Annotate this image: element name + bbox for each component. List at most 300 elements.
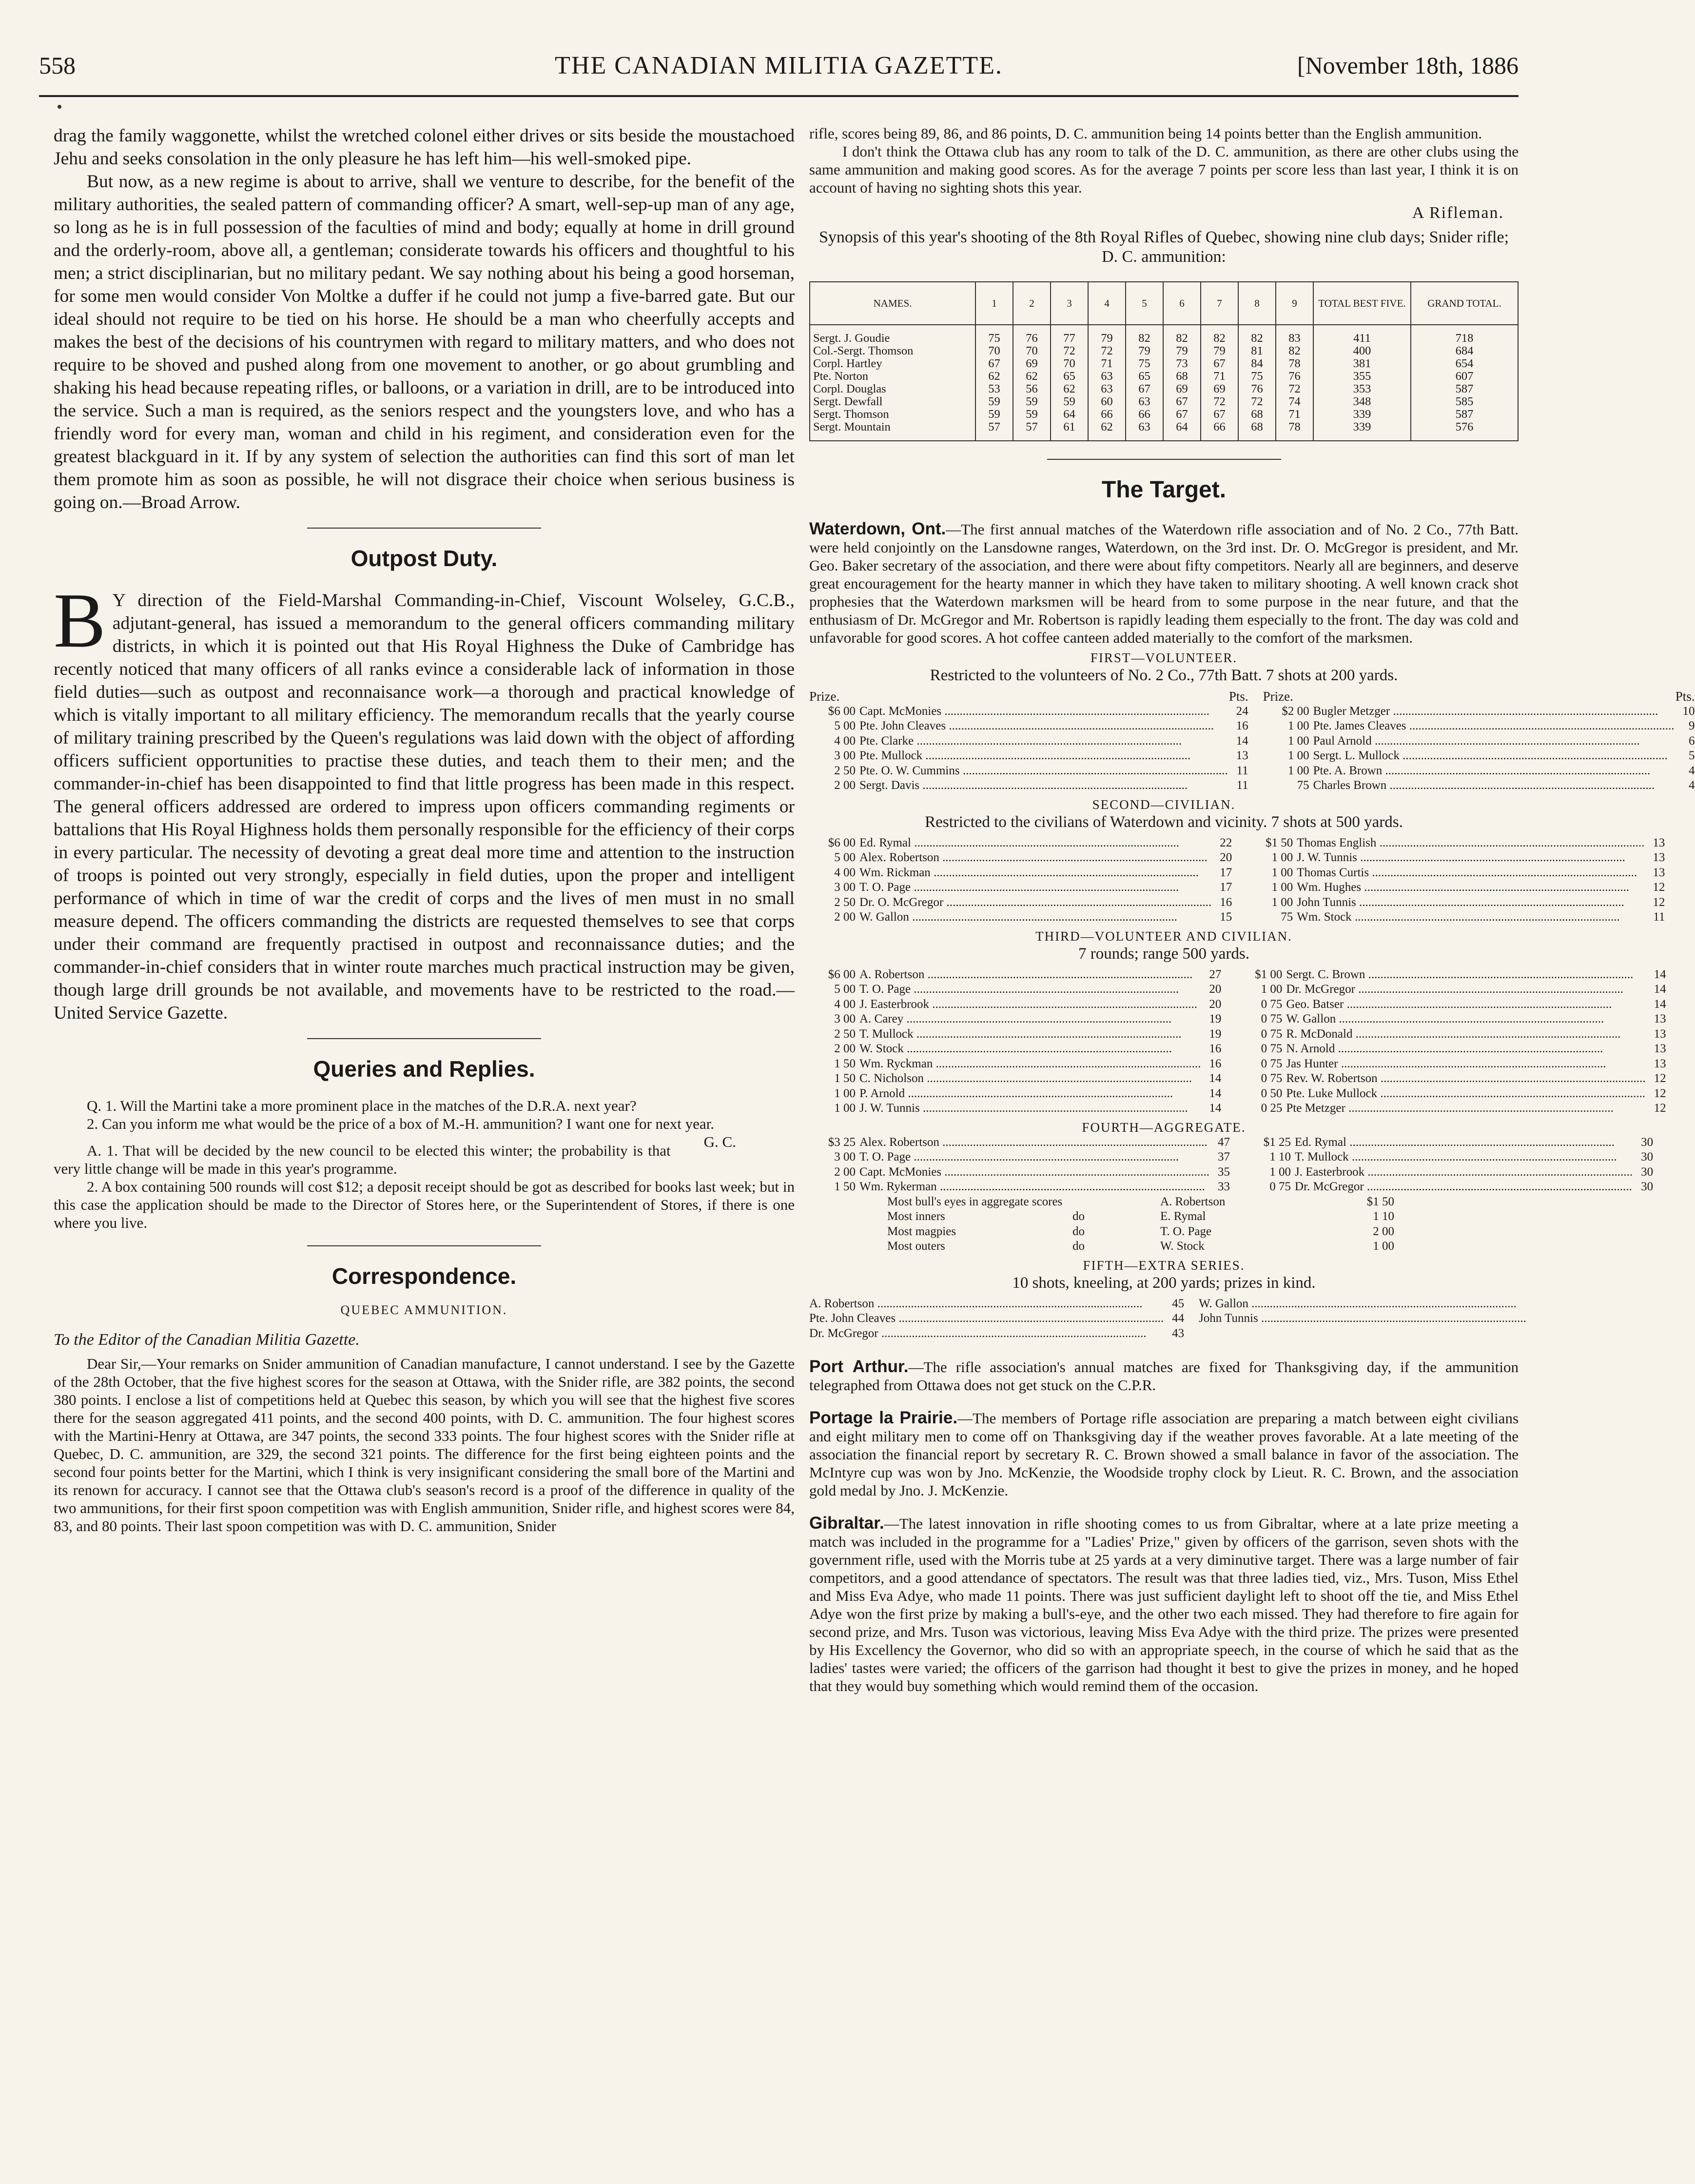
prize-row [1263,704,1695,719]
prize-rows [1263,704,1695,793]
waterdown-paragraph [809,520,1519,647]
prize-col-right [1263,689,1695,793]
competitor-score: 16 [1220,895,1232,909]
special-prize-amount: 1 00 [1373,1240,1394,1253]
special-prize-ditto: do [1072,1224,1085,1238]
article-paragraph: drag the family waggonette, whilst the wretched colonel either drives or sits beside the moustachoed Jehu and seeks consolation in the only pleasure he has left him—his well-smoked pipe. [54,126,795,169]
table-cell: 62 [975,370,1013,383]
competitor-score: 11 [1236,779,1248,792]
table-header: NAMES. [810,282,975,325]
competitor-score: 14 [1654,997,1666,1011]
correspondence-subhead: QUEBEC AMMUNITION. [340,1303,508,1317]
table-cell: 78 [1276,421,1313,433]
table-cell: 59 [1013,395,1051,408]
prize-amount: 1 00 [1261,983,1283,996]
drop-cap: B [54,577,106,664]
prize-rows [1236,967,1666,1116]
prize-row [1236,1086,1666,1102]
prize-amount: 2 50 [834,895,856,909]
special-prize-winner: A. Robertson [1160,1195,1226,1208]
competitor-score: 30 [1641,1150,1654,1163]
competitor-score: 17 [1220,866,1232,879]
portage-text: —The members of Portage rifle association are preparing a match between eight civilians and eight military men to come off on Thanksgiving day if the weather proves favorable. At a late meeting of the association the financial report by secretary R. C. Brown showed a small balance in favor of the association. The McIntyre cup was won by Jno. McKenzie, the Woodside trophy clock by Lieut. R. C. Brown, and the association gold medal by Jno. J. McKenzie. [809,1410,1519,1499]
prize-row [809,704,1248,719]
competitor-name: Bugler Metzger ..... [1313,704,1675,719]
table-cell: 65 [1051,370,1088,383]
competitor-name: Paul Arnold ..... [1313,734,1675,749]
prize-amount: 4 00 [834,997,856,1011]
table-cell: 63 [1088,383,1126,395]
competitor-name: P. Arnold ..... [859,1086,1201,1102]
prize-row [1236,1012,1666,1027]
table-cell: 82 [1126,332,1163,345]
competitor-score: 20 [1209,997,1222,1011]
prize-row [1263,719,1695,734]
prize-amount: 3 00 [834,881,856,894]
table-cell: 339 [1313,421,1411,433]
match-sub-third: 7 rounds; range 500 yards. [1078,944,1249,963]
special-prize-amount: 2 00 [1373,1224,1394,1238]
table-cell: 75 [975,332,1013,345]
table-cell: 66 [1201,421,1238,433]
prize-row [1245,1165,1653,1180]
table-row [810,421,1518,433]
prize-rows [809,836,1232,925]
prize-amount: 75 [1281,910,1293,924]
prize-amount: 0 75 [1269,1180,1291,1193]
section-divider [307,1245,541,1246]
prize-amount: 0 75 [1261,1027,1283,1041]
competitor-score: 13 [1654,1012,1666,1025]
prize-amount: $1 50 [1265,836,1293,849]
table-cell: 65 [1126,370,1163,383]
gibraltar-head: Gibraltar. [809,1514,884,1533]
table-header-row [810,282,1518,325]
competitor-name: Thomas English ..... [1297,836,1644,851]
special-prizes [887,1195,1394,1254]
table-cell: 59 [1013,408,1051,421]
prize-amount: 2 00 [834,1042,856,1055]
prize-row [809,1071,1221,1086]
prize-amount: $6 00 [828,967,856,981]
table-cell: 83 [1276,332,1313,345]
competitor-name: W. Gallon ..... [859,910,1211,925]
table-cell: 67 [1126,383,1163,395]
table-cell: 607 [1411,370,1518,383]
competitor-score: 35 [1218,1165,1230,1179]
prize-amount: 1 50 [834,1180,856,1193]
prize-row [809,1086,1221,1102]
table-cell: 79 [1201,345,1238,357]
prize-amount: 2 50 [834,764,856,777]
table-header: 3 [1051,282,1088,325]
table-cell: 76 [1013,332,1051,345]
competitor-score: 44 [1172,1312,1185,1325]
competitor-score: 37 [1218,1150,1230,1163]
table-cell: 77 [1051,332,1088,345]
prize-col-header [809,689,1248,704]
special-prize-ditto: do [1072,1240,1085,1253]
table-cell: 381 [1313,357,1411,370]
competitor-name: Pte. O. W. Cummins ..... [859,764,1228,779]
prize-amount: 3 00 [834,1012,856,1025]
prize-rows [1199,1297,1547,1341]
prize-rows [809,704,1248,793]
table-cell: 72 [1238,395,1276,408]
competitor-name: Dr. McGregor ..... [1286,982,1645,997]
competitor-name: A. Robertson ..... [809,1297,1164,1312]
table-cell-name: Sergt. J. Goudie [810,332,975,345]
special-prize-amount: 1 10 [1373,1210,1394,1223]
prize-amount: 1 00 [1287,734,1309,748]
competitor-score: 45 [1172,1297,1185,1310]
prize-row [809,1012,1221,1027]
prize-row [809,1297,1184,1312]
competitor-score: 13 [1653,836,1665,849]
competitor-score: 14 [1209,1086,1222,1100]
issue-date: [November 18th, 1886 [1297,52,1519,79]
table-row [810,395,1518,408]
table-cell: 72 [1201,395,1238,408]
competitor-name: Pte. John Cleaves ..... [809,1311,1164,1326]
table-cell: 57 [975,421,1013,433]
table-cell: 74 [1276,395,1313,408]
table-cell: 63 [1088,370,1126,383]
special-prize-label: Most inners [887,1210,945,1223]
competitor-name: Sergt. Davis ..... [859,778,1228,793]
table-cell: 64 [1051,408,1088,421]
prize-row [809,748,1248,764]
prize-amount: 2 00 [834,910,856,924]
table-cell: 339 [1313,408,1411,421]
table-cell: 82 [1201,332,1238,345]
match-title-first: FIRST—VOLUNTEER. [1090,650,1238,665]
outpost-article [54,577,795,1024]
table-cell: 78 [1276,357,1313,370]
prize-list-fourth [809,1135,1654,1195]
synopsis-caption: Synopsis of this year's shooting of the 8th Royal Rifles of Quebec, showing nine club days; Snider rifle; D. C. ammunition: [818,228,1509,266]
section-title-correspondence: Correspondence. [331,1263,517,1289]
special-prize-row [887,1224,1394,1240]
competitor-score: 47 [1218,1135,1230,1149]
competitor-score: 12 [1654,1086,1666,1100]
table-cell: 69 [1201,383,1238,395]
gibraltar-paragraph [809,1514,1519,1695]
competitor-score [1526,1297,1547,1312]
table-cell: 62 [1088,421,1126,433]
table-cell: 67 [975,357,1013,370]
table-spacer-row [810,433,1518,441]
answer-1: A. 1. That will be decided by the new council to be elected this winter; the probability is that very little change will be made in this year's programme. [54,1142,671,1177]
prize-row [1236,1101,1666,1116]
prize-row [1247,866,1665,881]
prize-col-header [1263,689,1695,704]
table-cell-name: Sergt. Dewfall [810,395,975,408]
competitor-name: Rev. W. Robertson ..... [1286,1071,1645,1086]
table-cell: 585 [1411,395,1518,408]
table-cell: 79 [1126,345,1163,357]
table-cell: 67 [1163,395,1201,408]
match-title-second: SECOND—CIVILIAN. [1092,797,1236,812]
special-prize-amount: $1 50 [1366,1195,1394,1208]
table-spacer-row [810,325,1518,332]
competitor-score: 13 [1654,1042,1666,1055]
competitor-score: 11 [1236,764,1248,777]
prize-amount: 0 25 [1261,1102,1283,1115]
competitor-score: 13 [1653,866,1665,879]
prize-amount: $3 25 [828,1135,856,1149]
competitor-name: C. Nicholson ..... [859,1071,1201,1086]
competitor-score: 13 [1236,749,1248,762]
competitor-name: J. W. Tunnis ..... [859,1101,1201,1116]
prize-row [809,734,1248,749]
competitor-name: R. McDonald ..... [1286,1027,1645,1042]
competitor-name: Ed. Rymal ..... [859,836,1211,851]
prize-row [1263,764,1695,779]
prize-amount: 4 00 [834,866,856,879]
prize-amount: 1 00 [834,1102,856,1115]
competitor-name: Geo. Batser ..... [1286,997,1645,1012]
competitor-score: 30 [1641,1165,1654,1179]
section-divider [307,528,541,529]
competitor-score: 16 [1209,1042,1222,1055]
bullet-mark-icon [58,105,61,109]
section-title-outpost: Outpost Duty. [351,546,498,571]
prize-amount: 2 50 [834,1027,856,1041]
competitor-name: Ed. Rymal ..... [1295,1135,1633,1150]
prize-amount: 1 10 [1269,1150,1291,1163]
table-cell: 61 [1051,421,1088,433]
prize-row [1263,778,1695,793]
prize-amount: 1 50 [834,1072,856,1085]
prize-amount: 1 00 [1287,719,1309,732]
competitor-name: Wm. Stock ..... [1297,910,1644,925]
table-cell: 72 [1276,383,1313,395]
competitor-score: 6 [1689,734,1695,748]
prize-row [809,997,1221,1012]
table-cell: 71 [1201,370,1238,383]
special-prize-winner: E. Rymal [1160,1210,1206,1223]
prize-row [1236,1071,1666,1086]
competitor-name: T. O. Page ..... [859,982,1201,997]
table-row [810,357,1518,370]
table-header: 7 [1201,282,1238,325]
prize-row [809,836,1232,851]
prize-row [809,1150,1230,1165]
prize-amount: $1 00 [1255,967,1283,981]
prize-row [1245,1135,1653,1150]
section-divider [307,1038,541,1039]
prize-row [809,1180,1230,1195]
prize-rows [809,1135,1230,1195]
prize-amount: 0 75 [1261,1042,1283,1055]
prize-row [1199,1297,1547,1312]
special-prize-winner: T. O. Page [1160,1224,1212,1238]
prize-amount: 4 00 [834,734,856,748]
table-row [810,332,1518,345]
prize-row [809,910,1232,925]
competitor-score: 13 [1653,851,1665,864]
prize-row [1263,748,1695,764]
table-cell: 84 [1238,357,1276,370]
table-cell: 57 [1013,421,1051,433]
table-row [810,345,1518,357]
prize-row [1247,895,1665,910]
synopsis-table [809,281,1519,441]
prize-amount: 2 00 [834,1165,856,1179]
correspondence-text: Dear Sir,—Your remarks on Snider ammunition of Canadian manufacture, I cannot understand. I see by the Gazette of the 28th October, that the five highest scores for the season at Ottawa, with the Snider rifle, are 382 points, the second 380 points. I enclose a list of competitions held at Quebec this season, by which you will see that the highest five scores there for the season aggregated 411 points, and the second 400 points, with D. C. ammunition. The four highest scores with the Martini-Henry at Ottawa, are 347 points, the second 333 points. The four highest scores with the Snider rifle at Quebec, D. C. ammunition, are 329, the second 321 points. The difference for the first being eighteen points and the second four points better for the Martini, which I think is very insignificant considering the small bore of the Martini and its renown for accuracy. I cannot see that the Ottawa club's season's record is a proof of the difference in quality of the two ammunitions, for their first spoon competition was with English ammunition, Snider rifle, and highest scores were 84, 83, and 80 points. Their last spoon competition was with D. C. ammunition, Snider [54,1355,795,1535]
competitor-score: 11 [1653,910,1665,924]
article-paragraph: But now, as a new regime is about to arrive, shall we venture to describe, for the benefit of the military authorities, the sealed pattern of commanding officer? A smart, well-sep-up man of any age, so long as he is in full possession of the faculties of mind and body; equally at home in drill ground and the orderly-room, above all, a gentleman; considerate towards his officers and thoughtful to his men; a strict disciplinarian, but no military pedant. We say nothing about his being a good horseman, for some men would consider Von Moltke a duffer if he could not jump a five-barred gate. But our ideal should not require to be tied on his horse. He should be a man who cheerfully accepts and makes the best of the decisions of his countrymen with regard to military matters, and who does not require to be shoved and pushed along from one movement to another, or go about grumbling and shaking his head because repeating rifles, or balloons, or a variation in drill, are to be introduced into the service. Such a man is required, as the seniors respect and the youngsters love, and who has a friendly word for every man, woman and child in his regiment, and consideration even for the greatest blackguard in it. If by any system of selection the authorities can find this sort of man let them promote him as soon as possible, he will not disgrace their choice when serious business is going on.—Broad Arrow. [54,172,795,512]
competitor-score: 15 [1220,910,1232,924]
competitor-score: 20 [1209,983,1222,996]
special-prize-label: Most outers [887,1240,945,1253]
competitor-name: Wm. Hughes ..... [1297,880,1644,895]
table-cell: 576 [1411,421,1518,433]
table-cell: 53 [975,383,1013,395]
competitor-name: Dr. O. McGregor ..... [859,895,1211,910]
table-cell: 59 [975,408,1013,421]
table-cell: 64 [1163,421,1201,433]
prize-amount: 1 00 [1271,881,1293,894]
prize-rows [1247,836,1665,925]
competitor-name: Jas Hunter ..... [1286,1057,1645,1072]
table-row [810,383,1518,395]
competitor-name: Pte Metzger ..... [1286,1101,1645,1116]
correspondence-address: To the Editor of the Canadian Militia Gazette. [54,1331,360,1349]
portage-head: Portage la Prairie. [809,1408,958,1427]
competitor-score: 5 [1689,749,1695,762]
competitor-name: T. Mullock ..... [1295,1150,1633,1165]
portage-paragraph [809,1409,1519,1499]
prize-amount: 2 00 [834,779,856,792]
table-header: 6 [1163,282,1201,325]
table-header: 9 [1276,282,1313,325]
table-cell: 62 [1013,370,1051,383]
prize-list-third [809,967,1666,1116]
match-title-fourth: FOURTH—AGGREGATE. [1082,1120,1246,1135]
prize-amount: 1 50 [834,1057,856,1070]
table-cell-name: Sergt. Thomson [810,408,975,421]
prize-row [1247,880,1665,895]
prize-amount: $1 25 [1263,1135,1291,1149]
prize-rows [809,1297,1184,1341]
competitor-name: Alex. Robertson ..... [859,1135,1209,1150]
table-cell: 79 [1163,345,1201,357]
table-cell: 63 [1126,395,1163,408]
table-cell: 67 [1201,408,1238,421]
competitor-name: Wm. Rickman ..... [859,866,1211,881]
competitor-name: Alex. Robertson ..... [859,850,1211,866]
competitor-score: 12 [1653,895,1665,909]
table-cell: 81 [1238,345,1276,357]
prize-row [809,778,1248,793]
prize-row [809,1101,1221,1116]
table-cell: 71 [1276,408,1313,421]
prize-amount: $6 00 [828,836,856,849]
prize-amount: 5 00 [834,983,856,996]
competitor-score: 24 [1236,704,1248,718]
prize-row [1263,734,1695,749]
prize-amount: 0 75 [1261,1012,1283,1025]
special-prize-winner: W. Stock [1160,1240,1205,1253]
table-cell: 70 [1013,345,1051,357]
special-prize-ditto: do [1072,1210,1085,1223]
table-header: 1 [975,282,1013,325]
competitor-name: T. O. Page ..... [859,1150,1209,1165]
table-cell: 67 [1163,408,1201,421]
prize-row [809,967,1221,983]
prize-rows [1245,1135,1653,1195]
table-cell: 68 [1238,421,1276,433]
table-header: 8 [1238,282,1276,325]
header-rule [39,95,1519,97]
prize-row [1247,850,1665,866]
competitor-name: Dr. McGregor ..... [809,1326,1164,1341]
table-cell: 684 [1411,345,1518,357]
section-title-target: The Target. [1101,477,1227,503]
port-arthur-head: Port Arthur. [809,1357,909,1376]
prize-amount: 1 00 [1269,1165,1291,1179]
prize-amount: 5 00 [834,851,856,864]
pts-label: Pts. [1675,689,1695,704]
prize-amount: 1 00 [1271,866,1293,879]
table-cell: 79 [1088,332,1126,345]
prize-amount: $2 00 [1282,704,1309,718]
prize-amount: 1 00 [1271,851,1293,864]
table-cell: 76 [1238,383,1276,395]
prize-row [1247,836,1665,851]
table-row [810,408,1518,421]
correspondence-continued: rifle, scores being 89, 86, and 86 points, D. C. ammunition being 14 points better than the English ammunition. [809,125,1482,142]
table-cell: 56 [1013,383,1051,395]
prize-amount: $6 00 [828,704,856,718]
competitor-name: Pte. Luke Mullock ..... [1286,1086,1645,1102]
table-cell-name: Corpl. Douglas [810,383,975,395]
prize-row [809,982,1221,997]
table-cell: 348 [1313,395,1411,408]
synopsis-table-body [810,325,1518,441]
competitor-score: 20 [1220,851,1232,864]
special-prize-ditto [1072,1195,1160,1210]
table-cell: 411 [1313,332,1411,345]
prize-amount: 0 75 [1261,1072,1283,1085]
competitor-name: W. Stock ..... [859,1042,1201,1057]
query-2-text: 2. Can you inform me what would be the price of a box of M.-H. ammunition? I want one for next year. [87,1115,715,1132]
prize-row [1236,982,1666,997]
section-title-queries: Queries and Replies. [313,1056,535,1082]
prize-rows [809,967,1221,1116]
prize-label: Prize. [809,689,840,704]
competitor-score: 14 [1236,734,1248,748]
table-cell: 654 [1411,357,1518,370]
competitor-score: 16 [1209,1057,1222,1070]
competitor-name: Capt. McMonies ..... [859,704,1228,719]
table-header: 4 [1088,282,1126,325]
prize-row [1236,997,1666,1012]
table-cell-name: Sergt. Mountain [810,421,975,433]
prize-row [1245,1180,1653,1195]
answer-2: 2. A box containing 500 rounds will cost $12; a deposit receipt should be got as described for books last week; but in this case the application should be made to the Director of Stores here, or the Superintendent of Stores, if there is one where you live. [54,1178,795,1231]
table-cell: 69 [1163,383,1201,395]
table-cell: 66 [1088,408,1126,421]
prize-label: Prize. [1263,689,1293,704]
table-cell: 82 [1238,332,1276,345]
match-sub-second: Restricted to the civilians of Waterdown and vicinity. 7 shots at 500 yards. [925,813,1403,831]
prize-amount: 3 00 [834,1150,856,1163]
competitor-name: Wm. Ryckman ..... [859,1057,1201,1072]
page-header [39,51,1519,95]
